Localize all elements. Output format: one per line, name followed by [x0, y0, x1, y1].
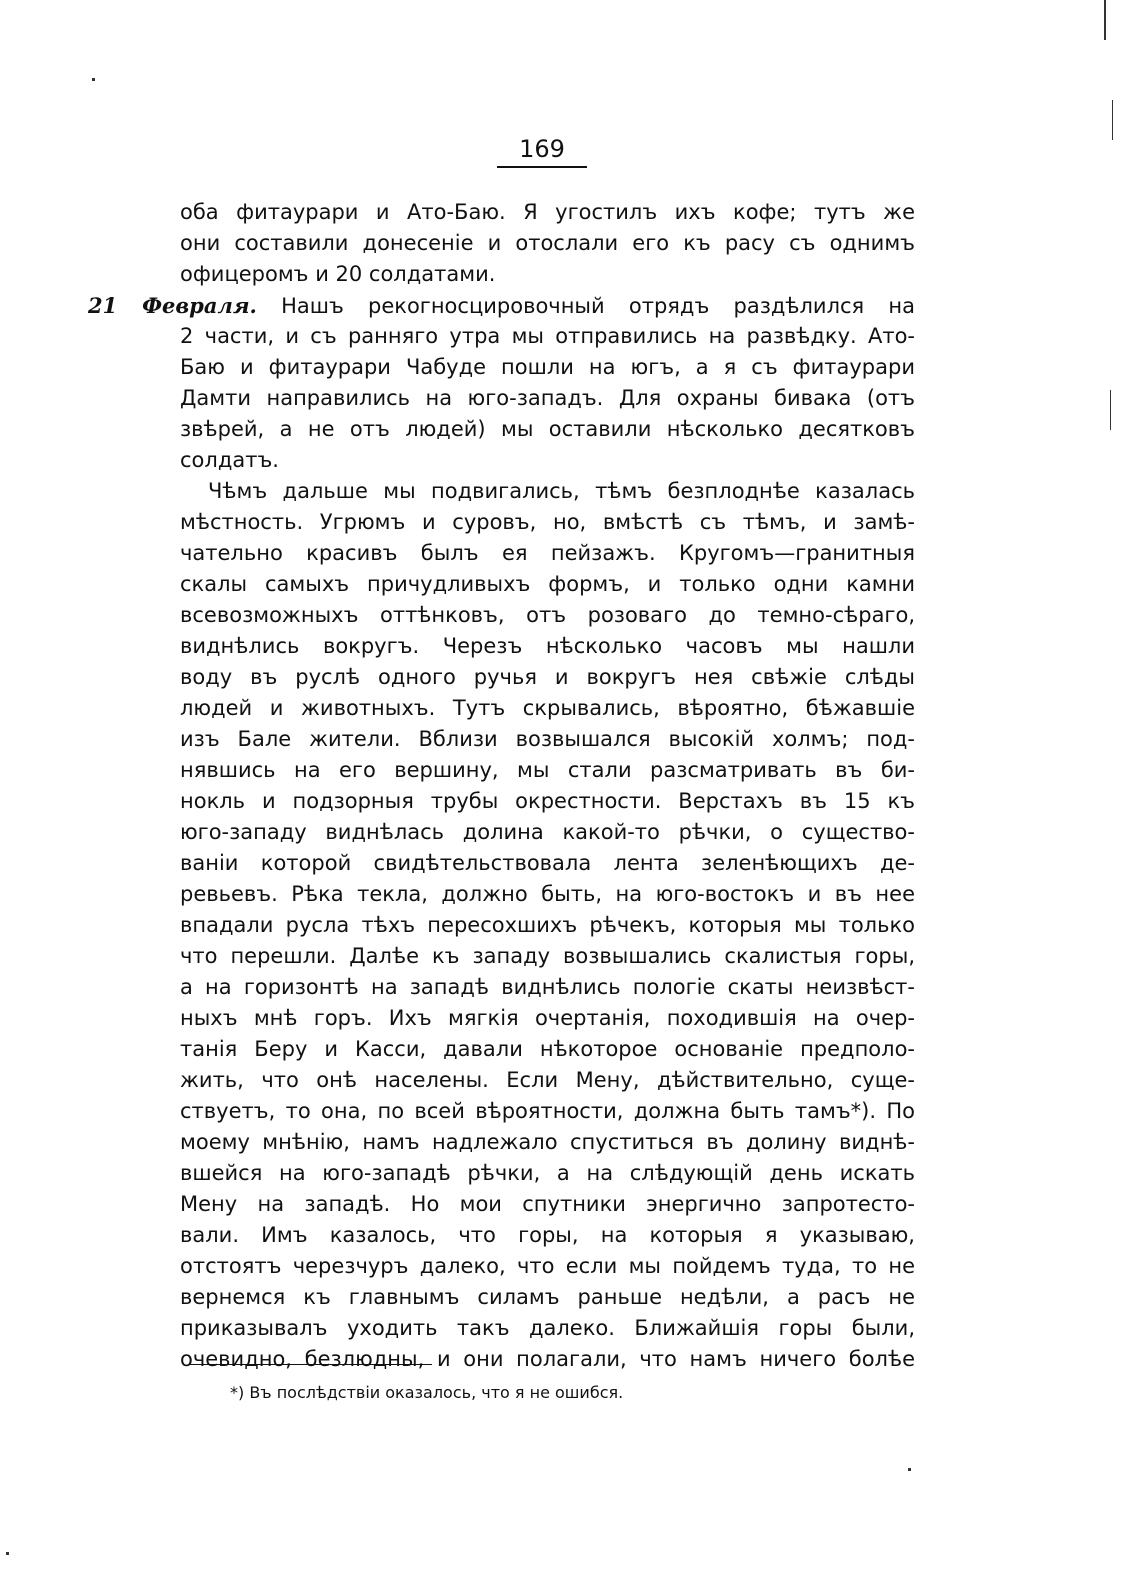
text-line: отстоятъ черезчуръ далеко, что если мы пойдемъ туда, то не [180, 1254, 915, 1278]
text-line: офицеромъ и 20 солдатами. [180, 262, 496, 286]
footnote: *) Въ послѣдствіи оказалось, что я не ошибся. [230, 1383, 624, 1402]
text-line: всевозможныхъ оттѣнковъ, отъ розоваго до темно-сѣраго, [180, 603, 915, 627]
page-number: 169 [519, 135, 565, 163]
text-line: Мену на западѣ. Но мои спутники энергично запротесто- [180, 1192, 915, 1216]
text-line: вали. Имъ казалось, что горы, на которыя я указываю, [180, 1223, 915, 1247]
text-line: вшейся на юго-западѣ рѣчки, а на слѣдующій день искать [180, 1161, 915, 1185]
text-line-rest: Нашъ рекогносцировочный отрядъ раздѣлился на [281, 294, 915, 318]
text-line: Баю и фитаурари Чабуде пошли на югъ, а я съ фитаурари [180, 355, 915, 379]
text-line: ствуетъ, то она, по всей вѣроятности, должна быть тамъ*). По [180, 1099, 915, 1123]
text-line: вернемся къ главнымъ силамъ раньше недѣли, а расъ не [180, 1285, 915, 1309]
text-line: чательно красивъ былъ ея пейзажъ. Кругомъ—гранитныя [180, 541, 915, 565]
text-line: людей и животныхъ. Тутъ скрывались, вѣроятно, бѣжавшіе [180, 696, 915, 720]
text-line: они составили донесеніе и отослали его къ расу съ однимъ [180, 231, 915, 255]
text-line: что перешли. Далѣе къ западу возвышались скалистыя горы, [180, 944, 915, 968]
text-line: ныхъ мнѣ горъ. Ихъ мягкія очертанія, походившія на очер- [180, 1006, 915, 1030]
text-line: скалы самыхъ причудливыхъ формъ, и только одни камни [180, 572, 915, 596]
scan-edge-mark [1104, 0, 1106, 40]
text-line: жить, что онѣ населены. Если Мену, дѣйствительно, суще- [180, 1068, 915, 1092]
text-line: а на горизонтѣ на западѣ виднѣлись пологіе скаты неизвѣст- [180, 975, 915, 999]
text-line: 2 части, и съ ранняго утра мы отправились на развѣдку. Ато- [180, 324, 915, 348]
text-line: виднѣлись вокругъ. Черезъ нѣсколько часовъ мы нашли [180, 634, 915, 658]
text-line: нокль и подзорныя трубы окрестности. Верстахъ въ 15 къ [180, 789, 915, 813]
page-number-rule [497, 166, 587, 168]
scan-speck [92, 78, 95, 81]
scan-speck [6, 1552, 9, 1555]
text-line: впадали русла тѣхъ пересохшихъ рѣчекъ, которыя мы только [180, 913, 915, 937]
text-line: ревьевъ. Рѣка текла, должно быть, на юго-востокъ и въ нее [180, 882, 915, 906]
text-line: мѣстность. Угрюмъ и суровъ, но, вмѣстѣ съ тѣмъ, и замѣ- [180, 510, 915, 534]
text-line: звѣрей, а не отъ людей) мы оставили нѣсколько десятковъ [180, 417, 915, 441]
scan-speck [908, 1468, 911, 1471]
text-line: моему мнѣнію, намъ надлежало спуститься въ долину виднѣ- [180, 1130, 915, 1154]
text-line: Дамти направились на юго-западъ. Для охраны бивака (отъ [180, 386, 915, 410]
text-line: танія Беру и Касси, давали нѣкоторое основаніе предполо- [180, 1037, 915, 1061]
text-line: оба фитаурари и Ато-Баю. Я угостилъ ихъ кофе; тутъ же [180, 200, 915, 224]
text-line: очевидно, безлюдны, и они полагали, что намъ ничего болѣе [180, 1347, 915, 1371]
text-line: юго-западу виднѣлась долина какой-то рѣчки, о существо- [180, 820, 915, 844]
footnote-rule [190, 1364, 432, 1365]
scan-edge-mark [1112, 100, 1113, 140]
text-line-dated [88, 290, 915, 321]
text-line: Чѣмъ дальше мы подвигались, тѣмъ безплоднѣе казалась [208, 479, 915, 503]
text-line: воду въ руслѣ одного ручья и вокругъ нея свѣжіе слѣды [180, 665, 915, 689]
text-line: нявшись на его вершину, мы стали разсматривать въ би- [180, 758, 915, 782]
text-line: солдатъ. [180, 448, 279, 472]
scan-edge-mark [1110, 390, 1111, 430]
text-line: ваніи которой свидѣтельствовала лента зеленѣющихъ де- [180, 851, 915, 875]
text-line: изъ Бале жители. Вблизи возвышался высокій холмъ; под- [180, 727, 915, 751]
date-mark: 21 Февраля. [88, 293, 257, 318]
text-line: приказывалъ уходить такъ далеко. Ближайшія горы были, [180, 1316, 915, 1340]
